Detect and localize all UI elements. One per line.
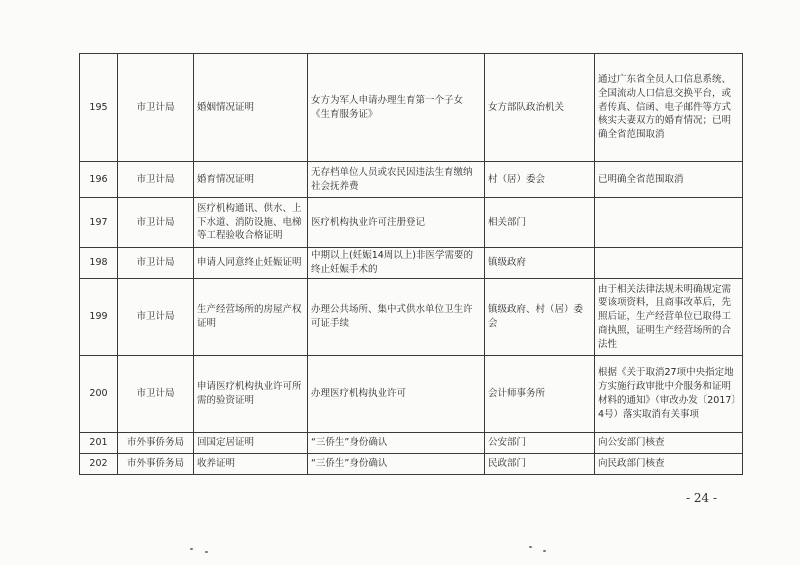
issuer-cell: 会计师事务所 [485, 356, 595, 433]
proof-material-cell: 生产经营场所的房屋产权证明 [194, 279, 308, 356]
matter-cell: 办理医疗机构执业许可 [308, 356, 485, 433]
table-row [80, 54, 743, 162]
scan-speck [529, 546, 532, 548]
page-number: - 24 - [686, 491, 718, 505]
issuer-cell: 镇级政府 [485, 248, 595, 279]
row-number: 198 [80, 248, 118, 279]
proof-material-cell: 申请医疗机构执业许可所需的验资证明 [194, 356, 308, 433]
remark-cell: 向民政部门核查 [595, 454, 743, 475]
department-cell: 市卫计局 [118, 54, 194, 162]
row-number: 202 [80, 454, 118, 475]
remark-cell: 根据《关于取消27项中央指定地方实施行政审批中介服务和证明材料的通知》（审改办发〔2017〕4号）落实取消有关事项 [595, 356, 743, 433]
remark-cell [595, 248, 743, 279]
issuer-cell: 民政部门 [485, 454, 595, 475]
table-row [80, 198, 743, 248]
department-cell: 市卫计局 [118, 198, 194, 248]
remark-cell [595, 198, 743, 248]
table-row [80, 433, 743, 454]
proof-material-cell: 医疗机构通讯、供水、上下水道、消防设施、电梯等工程验收合格证明 [194, 198, 308, 248]
department-cell: 市卫计局 [118, 162, 194, 198]
issuer-cell: 公安部门 [485, 433, 595, 454]
department-cell: 市卫计局 [118, 248, 194, 279]
remark-cell: 向公安部门核查 [595, 433, 743, 454]
issuer-cell: 村（居）委会 [485, 162, 595, 198]
certificate-table [79, 53, 743, 475]
proof-material-cell: 申请人同意终止妊娠证明 [194, 248, 308, 279]
scan-speck [543, 550, 546, 552]
row-number: 195 [80, 54, 118, 162]
remark-cell: 由于相关法律法规未明确规定需要该项资料，且商事改革后，先照后证，生产经营单位已取得工商执照，证明生产经营场所的合法性 [595, 279, 743, 356]
matter-cell: 医疗机构执业许可注册登记 [308, 198, 485, 248]
department-cell: 市卫计局 [118, 279, 194, 356]
matter-cell: 无存档单位人员或农民因违法生育缴纳社会抚养费 [308, 162, 485, 198]
proof-material-cell: 婚育情况证明 [194, 162, 308, 198]
department-cell: 市外事侨务局 [118, 454, 194, 475]
table-row [80, 279, 743, 356]
table-row [80, 248, 743, 279]
row-number: 200 [80, 356, 118, 433]
row-number: 197 [80, 198, 118, 248]
issuer-cell: 相关部门 [485, 198, 595, 248]
row-number: 199 [80, 279, 118, 356]
issuer-cell: 镇级政府、村（居）委会 [485, 279, 595, 356]
table-row [80, 454, 743, 475]
table-row [80, 356, 743, 433]
proof-material-cell: 回国定居证明 [194, 433, 308, 454]
remark-cell: 已明确全省范围取消 [595, 162, 743, 198]
matter-cell: 女方为军人申请办理生育第一个子女《生育服务证》 [308, 54, 485, 162]
table-row [80, 162, 743, 198]
proof-material-cell: 婚姻情况证明 [194, 54, 308, 162]
row-number: 201 [80, 433, 118, 454]
matter-cell: 中期以上(妊娠14周以上)非医学需要的终止妊娠手术的 [308, 248, 485, 279]
scan-speck [190, 548, 193, 550]
matter-cell: “三侨生”身份确认 [308, 433, 485, 454]
matter-cell: “三侨生”身份确认 [308, 454, 485, 475]
remark-cell: 通过广东省全员人口信息系统、全国流动人口信息交换平台，或者传真、信函、电子邮件等方式核实夫妻双方的婚育情况；已明确全省范围取消 [595, 54, 743, 162]
scan-speck [205, 551, 208, 553]
department-cell: 市卫计局 [118, 356, 194, 433]
matter-cell: 办理公共场所、集中式供水单位卫生许可证手续 [308, 279, 485, 356]
row-number: 196 [80, 162, 118, 198]
proof-material-cell: 收养证明 [194, 454, 308, 475]
department-cell: 市外事侨务局 [118, 433, 194, 454]
issuer-cell: 女方部队政治机关 [485, 54, 595, 162]
